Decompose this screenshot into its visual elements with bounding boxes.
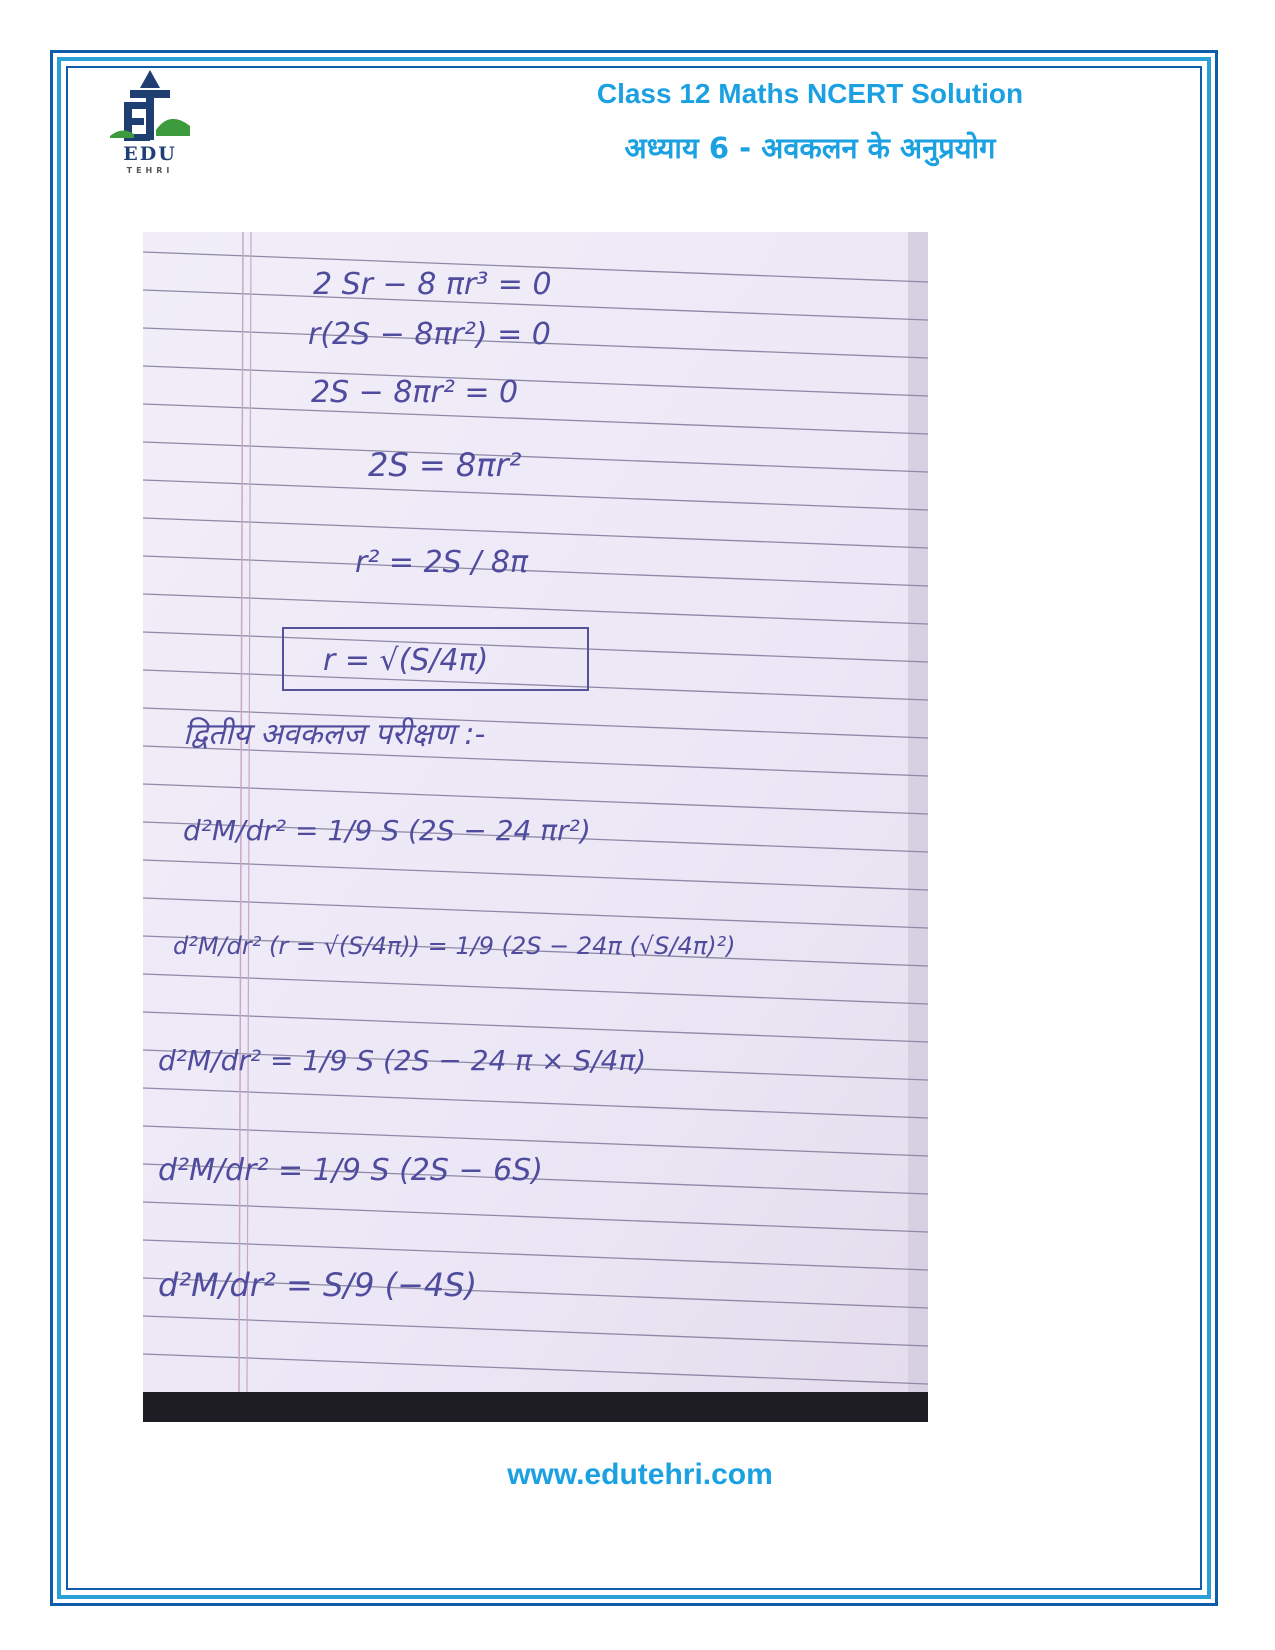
hw-line-11: d²M/dr² = 1/9 S (2S − 6S) [158,1153,543,1188]
hw-line-10: d²M/dr² = 1/9 S (2S − 24 π × S/4π) [158,1044,647,1077]
hw-line-5: r² = 2S / 8π [355,545,529,580]
notebook-page-svg [143,232,928,1422]
logo-sub-text: TEHRI [126,166,174,175]
hw-line-8: d²M/dr² = 1/9 S (2S − 24 πr²) [183,814,591,847]
hw-line-6-boxed: r = √(S/4π) [323,643,489,678]
footer-url: www.edutehri.com [507,1458,773,1491]
notebook-photo [143,232,928,1422]
hw-line-3: 2S − 8πr² = 0 [311,375,519,410]
hw-line-9: d²M/dr² (r = √(S/4π)) = 1/9 (2S − 24π (√S/4π)²) [173,932,736,960]
hw-line-4: 2S = 8πr² [368,446,522,484]
hw-line-2: r(2S − 8πr²) = 0 [308,317,551,352]
hw-line-7-hindi: द्वितीय अवकलज परीक्षण :- [183,717,486,752]
page-title: Class 12 Maths NCERT Solution [596,78,1024,109]
chapter-title: अध्याय 6 - अवकलन के अनुप्रयोग [624,131,996,165]
hw-line-1: 2 Sr − 8 πr³ = 0 [313,267,552,302]
hw-line-12: d²M/dr² = S/9 (−4S) [158,1266,478,1304]
logo-brand-text: EDU [123,143,177,165]
